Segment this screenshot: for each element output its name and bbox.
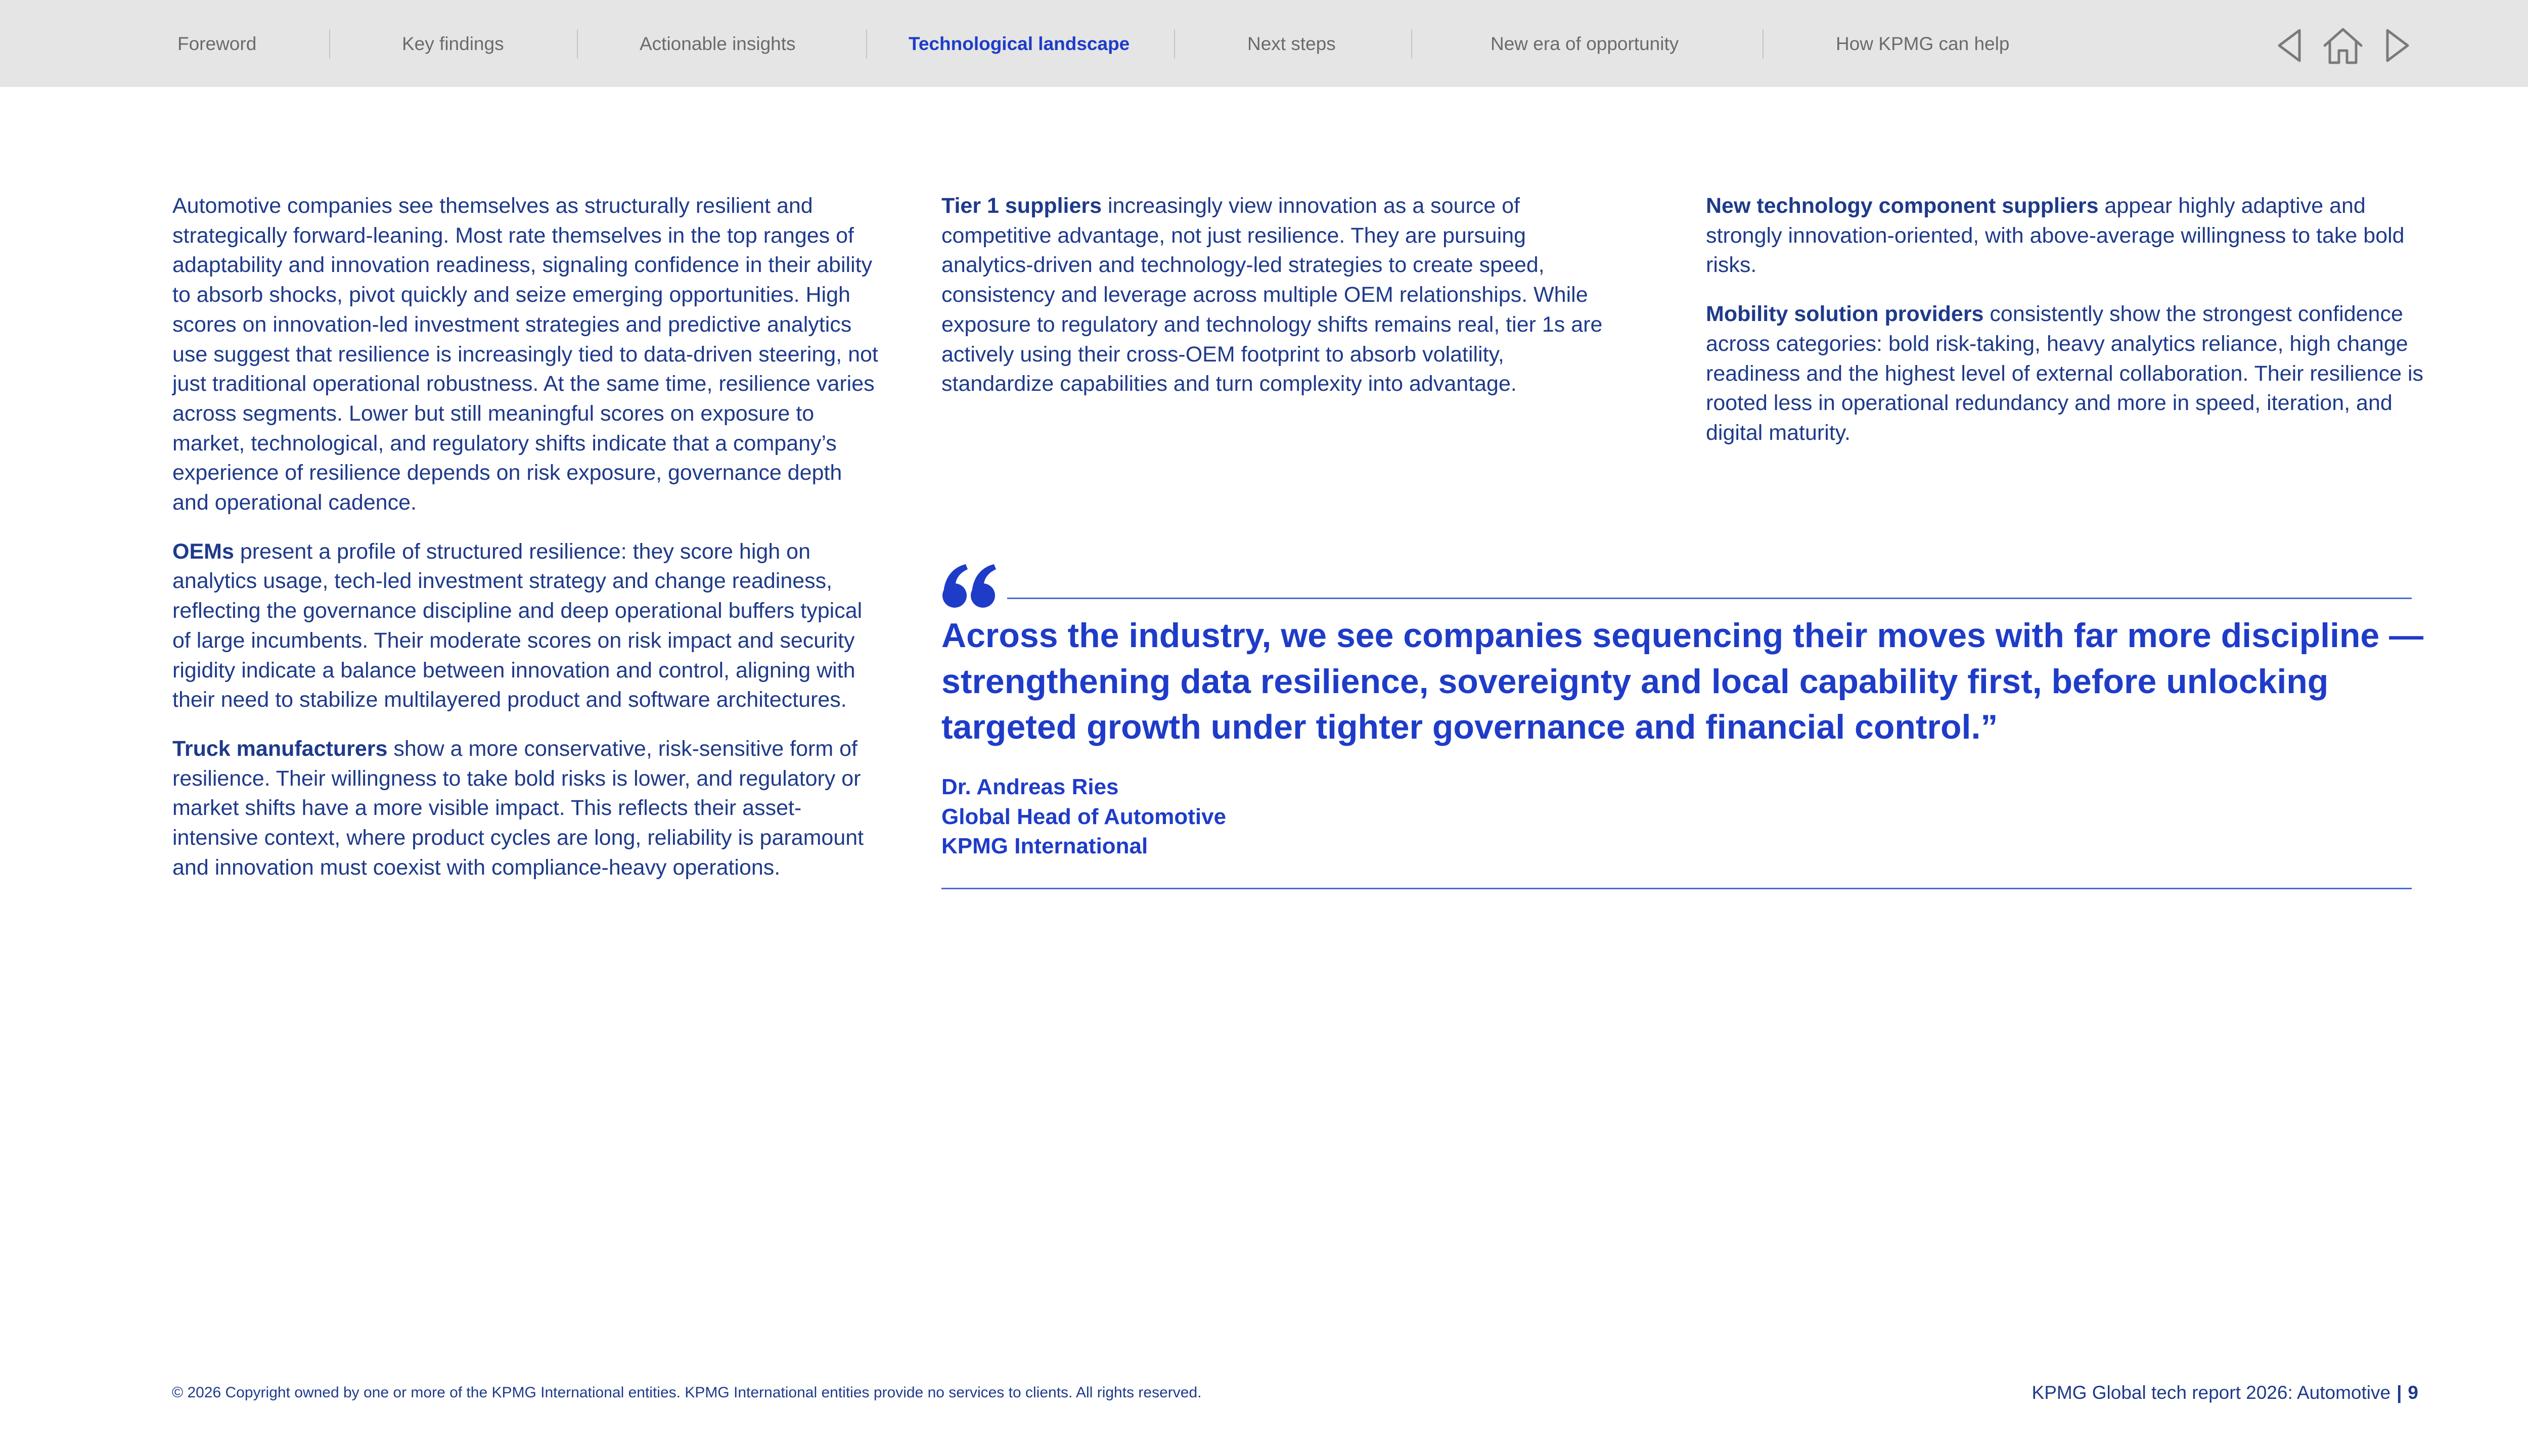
nav-tab-technological-landscape[interactable]: Technological landscape (909, 33, 1130, 54)
previous-page-icon[interactable] (2275, 25, 2304, 66)
top-navigation (0, 0, 2528, 87)
nav-divider (1174, 29, 1175, 59)
segment-label-mobility-providers: Mobility solution providers (1706, 302, 1984, 327)
nav-tab-how-kpmg-can-help[interactable]: How KPMG can help (1836, 33, 2010, 54)
nav-divider (1763, 29, 1764, 59)
segment-label-tier1-suppliers: Tier 1 suppliers (941, 194, 1102, 218)
segment-label-truck-manufacturers: Truck manufacturers (172, 736, 388, 761)
segment-label-oems: OEMs (172, 539, 234, 564)
nav-tab-new-era-of-opportunity[interactable]: New era of opportunity (1491, 33, 1679, 54)
home-icon[interactable] (2322, 25, 2364, 66)
quote-divider-bottom (941, 888, 2412, 889)
attribution-name: Dr. Andreas Ries (941, 775, 1119, 799)
footer-separator: | (2397, 1382, 2402, 1403)
nav-tab-next-steps[interactable]: Next steps (1247, 33, 1336, 54)
nav-tab-key-findings[interactable]: Key findings (402, 33, 504, 54)
nav-tab-actionable-insights[interactable]: Actionable insights (640, 33, 796, 54)
paragraph-resilience-overview: Automotive companies see themselves as structurally resilient and strategically forward-leaning. Most rate themselves in the top ranges of adaptability and innovation readiness, signaling confidence in their ability to absorb shocks, pivot quickly and seize emerging opportunities. High scores on innovation-led investment strategies and predictive analytics use suggest that resilience is increasingly tied to data-driven steering, not just traditional operational robustness. At the same time, resilience varies across segments. Lower but still meaningful scores on exposure to market, technological, and regulatory shifts indicate that a company’s experience of resilience depends on risk exposure, governance depth and operational cadence. (172, 194, 878, 515)
segment-label-new-tech-suppliers: New technology component suppliers (1706, 194, 2099, 218)
quote-divider-top (1007, 598, 2412, 599)
paragraph-truck-manufacturers: Truck manufacturers show a more conservative, risk-sensitive form of resilience. Their willingness to take bold risks is lower, and regulatory or market shifts have a more visible impact. This reflects their asset-intensive context, where product cycles are long, reliability is paramount and innovation must coexist with compliance-heavy operations. (172, 736, 864, 880)
quotation-mark-icon (941, 562, 997, 611)
quote-attribution (941, 772, 1953, 861)
paragraph-oems: OEMs present a profile of structured resilience: they score high on analytics usage, tech-led investment strategy and change readiness, reflecting the governance discipline and deep operational buffers typical of large incumbents. Their moderate scores on risk impact and security rigidity indicate a balance between innovation and control, aligning with their need to stabilize multilayered product and software architectures. (172, 539, 863, 712)
copyright-notice: © 2026 Copyright owned by one or more of the KPMG International entities. KPMG International entities provide no services to clients. All rights reserved. (172, 1384, 1202, 1401)
nav-tab-foreword[interactable]: Foreword (177, 33, 257, 54)
attribution-role: Global Head of Automotive (941, 804, 1227, 829)
attribution-organization: KPMG International (941, 834, 1148, 858)
body-column-1 (172, 191, 880, 901)
body-column-3 (1706, 191, 2429, 467)
nav-divider (1411, 29, 1412, 59)
next-page-icon[interactable] (2383, 25, 2412, 66)
nav-divider (577, 29, 578, 59)
pull-quote: Across the industry, we see companies sequencing their moves with far more discipline — strengthening data resilience, sovereignty and local capability first, before unlocking targeted growth under tighter governance and financial control.” (941, 616, 2424, 746)
paragraph-tier1-suppliers: Tier 1 suppliers increasingly view innovation as a source of competitive advantage, not just resilience. They are pursuing analytics-driven and technology-led strategies to create speed, consistency and leverage across multiple OEM relationships. While exposure to regulatory and technology shifts remains real, tier 1s are actively using their cross-OEM footprint to absorb volatility, standardize capabilities and turn complexity into advantage. (941, 194, 1603, 396)
page-number: 9 (2408, 1382, 2418, 1403)
nav-divider (866, 29, 867, 59)
paragraph-new-tech-suppliers: New technology component suppliers appear highly adaptive and strongly innovation-oriented, with above-average willingness to take bold risks. (1706, 194, 2405, 278)
body-column-2 (941, 191, 1616, 418)
nav-divider (329, 29, 330, 59)
page-footer (2032, 1381, 2418, 1404)
report-title: KPMG Global tech report 2026: Automotive (2032, 1382, 2391, 1403)
paragraph-mobility-providers: Mobility solution providers consistently show the strongest confidence across categories: bold risk-taking, heavy analytics reliance, high change readiness and the highest level of external collaboration. Their resilience is rooted less in operational redundancy and more in speed, iteration, and digital maturity. (1706, 302, 2424, 445)
